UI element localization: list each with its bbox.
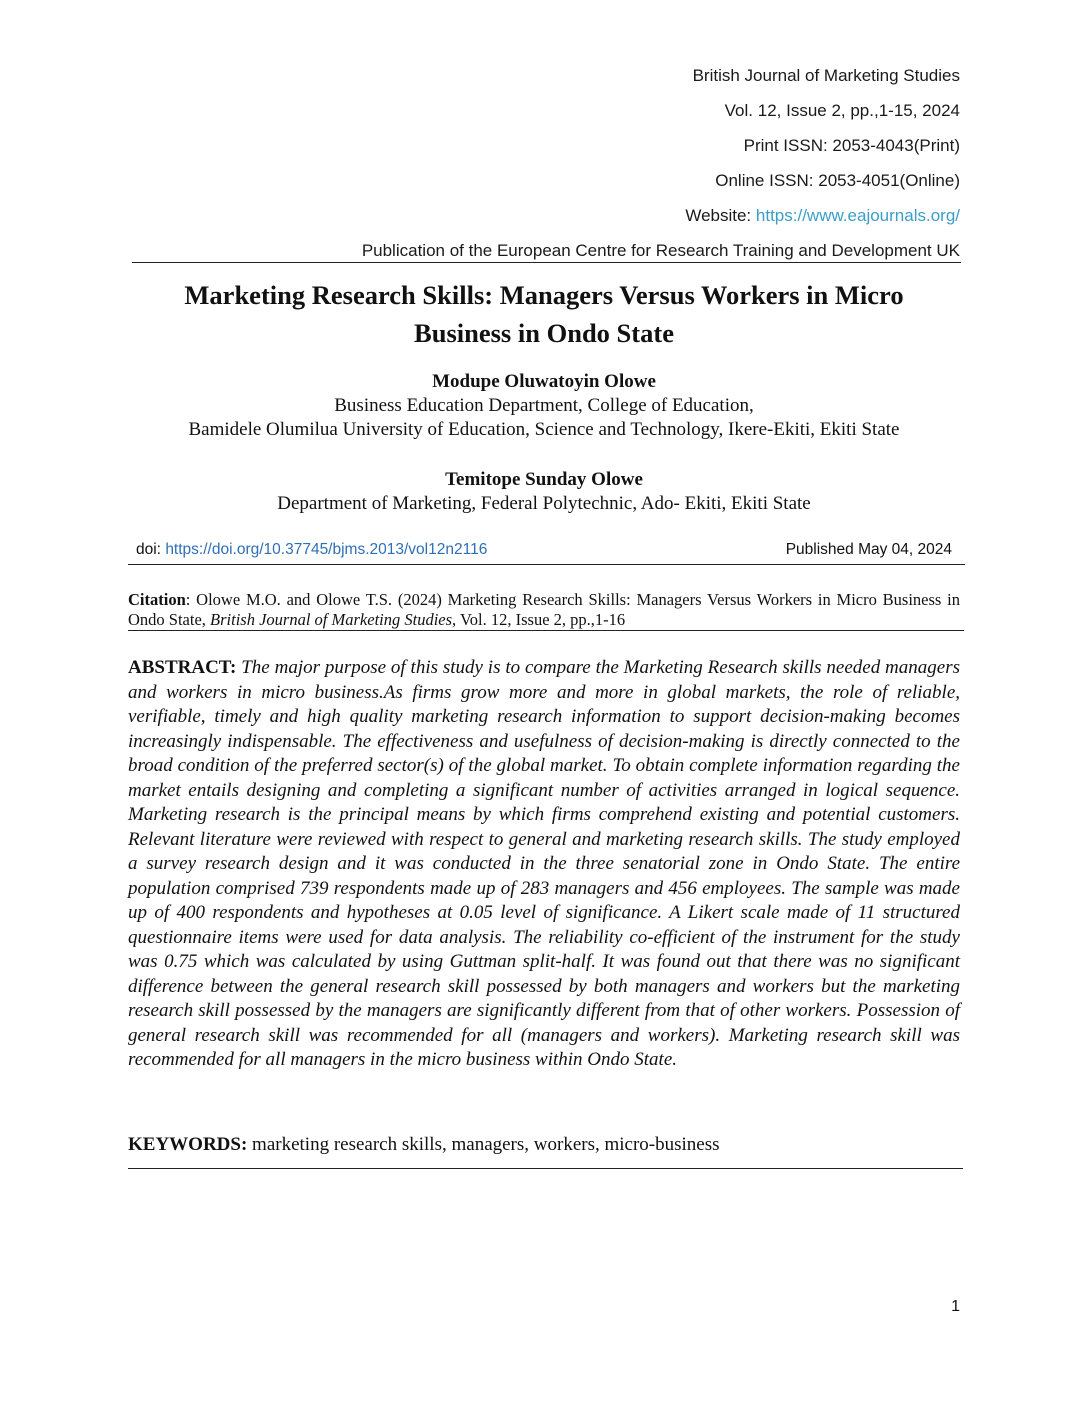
website-link[interactable]: https://www.eajournals.org/ (755, 206, 960, 225)
paper-title (128, 276, 960, 352)
citation-divider (128, 630, 964, 631)
doi-link[interactable]: https://doi.org/10.37745/bjms.2013/vol12n2116 (165, 541, 488, 558)
citation-label: Citation (128, 590, 186, 609)
page-number: 1 (951, 1298, 960, 1315)
abstract-label: ABSTRACT: (128, 657, 237, 678)
header-divider (132, 262, 961, 263)
author-1-block (100, 370, 988, 442)
citation-journal: British Journal of Marketing Studies (210, 610, 453, 629)
keywords-text: marketing research skills, managers, workers, micro-business (247, 1134, 720, 1155)
author-1-affiliation-2: Bamidele Olumilua University of Education, Science and Technology, Ikere-Ekiti, Ekiti State (188, 419, 900, 440)
author-2-affiliation-1: Department of Marketing, Federal Polytechnic, Ado- Ekiti, Ekiti State (277, 493, 811, 514)
keywords-divider (128, 1168, 963, 1169)
citation (128, 590, 960, 630)
author-1-affiliation-1: Business Education Department, College of Education, (334, 395, 754, 416)
journal-volume: Vol. 12, Issue 2, pp.,1-15, 2024 (724, 101, 960, 120)
doi (136, 541, 487, 559)
title-line-1: Marketing Research Skills: Managers Versus Workers in Micro (184, 280, 904, 310)
website-label: Website: (685, 206, 756, 225)
keywords (128, 1133, 960, 1157)
author-2-name: Temitope Sunday Olowe (445, 469, 643, 490)
author-2-block (100, 468, 988, 516)
publisher-line: Publication of the European Centre for Research Training and Development UK (361, 241, 960, 260)
abstract (128, 656, 960, 1073)
doi-label: doi: (136, 541, 166, 558)
doi-divider (128, 564, 965, 565)
author-1-name: Modupe Oluwatoyin Olowe (432, 371, 656, 392)
print-issn: Print ISSN: 2053-4043(Print) (743, 136, 960, 155)
doi-row (136, 541, 952, 559)
online-issn: Online ISSN: 2053-4051(Online) (715, 171, 960, 190)
website-line (685, 206, 960, 226)
citation-text-1: : Olowe M.O. and Olowe T.S. (2024) Marketing Research Skills: Managers Versus Workers in Micro Business in Ondo State, (128, 590, 960, 629)
title-line-2: Business in Ondo State (414, 318, 674, 348)
abstract-text: The major purpose of this study is to compare the Marketing Research skills needed managers and workers in micro business.As firms grow more and more in global markets, the role of reliable, verifiable, timely and high quality marketing research information to support decision-making becomes increasingly indispensable. The effectiveness and usefulness of decision-making is directly connected to the broad condition of the preferred sector(s) of the global market. To obtain complete information regarding the market entails designing and completing a significant number of activities arranged in logical sequence. Marketing research is the principal means by which firms comprehend existing and potential customers. Relevant literature were reviewed with respect to general and marketing research skills. The study employed a survey research design and it was conducted in the three senatorial zone in Ondo State. The entire population comprised 739 respondents made up of 283 managers and 456 employees. The sample was made up of 400 respondents and hypotheses at 0.05 level of significance. A Likert scale made of 11 structured questionnaire items were used for data analysis. The reliability co-efficient of the instrument for the study was 0.75 which was calculated by using Guttman split-half. It was found out that there was no significant difference between the general research skill possessed by both managers and workers but the marketing research skill possessed by the managers are significantly different from that of other workers. Possession of general research skill was recommended for all (managers and workers). Marketing research skill was recommended for all managers in the micro business within Ondo State. (128, 657, 960, 1070)
published-date: Published May 04, 2024 (785, 541, 952, 558)
journal-name: British Journal of Marketing Studies (692, 66, 960, 85)
keywords-label: KEYWORDS: (128, 1134, 248, 1155)
citation-text-2: , Vol. 12, Issue 2, pp.,1-16 (452, 610, 626, 629)
